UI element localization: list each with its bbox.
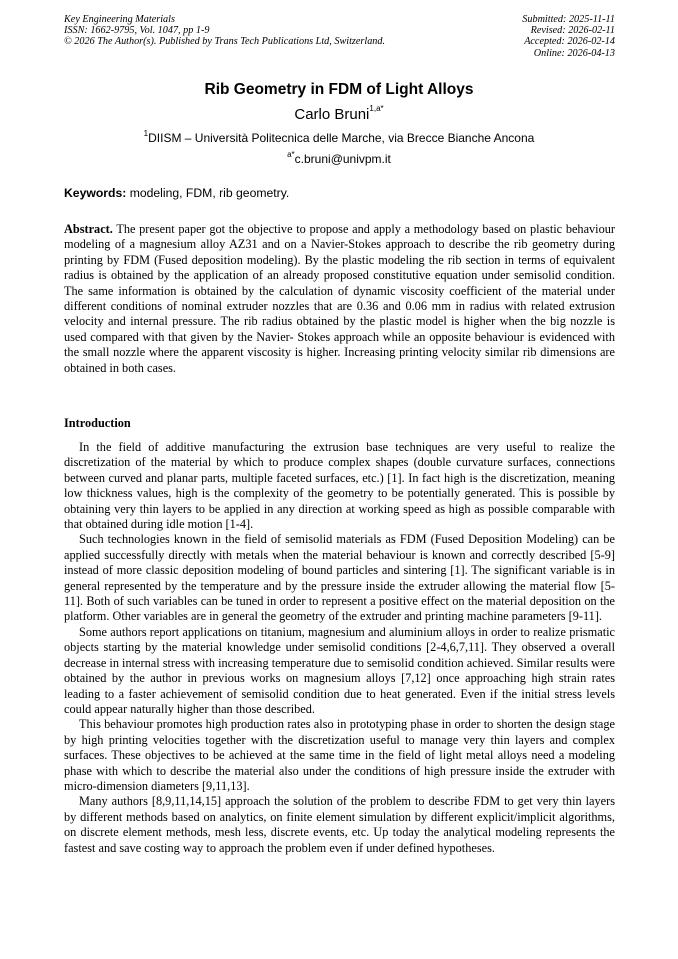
keywords-text: modeling, FDM, rib geometry. [126,186,290,200]
affiliation [0,131,678,145]
abstract-label: Abstract. [64,222,113,236]
accepted-date: Accepted: 2026-02-14 [524,36,615,48]
paragraph: This behaviour promotes high production rates also in prototyping phase in order to shorten the design stage by high printing velocities together with the discretization useful to manage very thin layers and complex surfaces. These objectives to be achieved at the same time in the field of light metal alloys need a modeling phase with which to describe the material also under the conditions of high pressure inside the extruder with micro-dimension diameters [9,11,13]. [64,717,615,793]
author-name: Carlo Bruni [294,106,370,123]
introduction-heading: Introduction [64,416,131,430]
email-address[interactable]: c.bruni@univpm.it [294,152,391,166]
email-mark: a* [287,150,295,159]
revised-date: Revised: 2026-02-11 [530,25,615,37]
author-marks: 1,a* [369,104,384,113]
affiliation-mark: 1 [143,129,149,138]
introduction-body [64,440,615,856]
affiliation-text: DIISM – Università Politecnica delle Marche, via Brecce Bianche Ancona [148,131,535,145]
journal-header-right [522,14,615,59]
abstract-text: The present paper got the objective to propose and apply a methodology based on plastic behaviour modeling of a magnesium alloy AZ31 and on a Navier-Stokes approach to describe the rib geometry during printing by FDM (Fused deposition modeling). By the plastic modeling the rib section in terms of equivalent radius is obtained by the application of an already proposed constitutive equation under semisolid condition. The same information is obtained by the calculation of dynamic viscosity coefficient of the material under different conditions of nominal extruder nozzles that are 0.36 and 0.06 mm in radius with related extrusion velocity and internal pressure. The rib radius obtained by the plastic model is higher when the big nozzle is used compared with that given by the Navier- Stokes approach while an opposite behaviour is evidenced with the small nozzle where the apparent viscosity is higher. Increasing printing velocity similar rib dimensions are obtained in both cases. [64,222,615,375]
paragraph: Some authors report applications on titanium, magnesium and aluminium alloys in order to realize prismatic objects starting by the material knowledge under semisolid conditions [2-4,6,7,11]. They observed a overall decrease in internal stress with increasing temperature due to semisolid condition achieved. Similar results were obtained by the author in previous works on magnesium alloys [7,12] once approaching high strain rates leading to a faster achievement of semisolid condition due to heat generated. Even if the initial stress levels could appear naturally higher than those described. [64,624,615,716]
online-date: Online: 2026-04-13 [533,47,615,59]
paper-title: Rib Geometry in FDM of Light Alloys [204,81,474,98]
copyright-line: © 2026 The Author(s). Published by Trans Tech Publications Ltd, Switzerland. [64,36,386,48]
abstract [64,222,615,376]
keywords-label: Keywords: [64,186,127,200]
journal-name: Key Engineering Materials [64,14,175,25]
keywords [64,186,289,200]
email-line [0,152,678,166]
paragraph: Many authors [8,9,11,14,15] approach the solution of the problem to describe FDM to get very thin layers by different methods based on analytics, on finite element simulation by different explicit/implicit algorithms, on discrete element methods, mesh less, discrete events, etc. Up today the analytical modeling represents the fastest and save costing way to approach the problem even if under defined hypotheses. [64,794,615,855]
issn-line: ISSN: 1662-9795, Vol. 1047, pp 1-9 [64,25,210,37]
journal-header-left [64,14,385,48]
paragraph: Such technologies known in the field of semisolid materials as FDM (Fused Deposition Modeling) can be applied successfully directly with metals when the material behaviour is known and correctly described [5-9] instead of more classic deposition modeling of bound particles and sintering [1]. The significant variable is in general represented by the temperature and by the pressure inside the extruder allowing the material flow [5-11]. Both of such variables can be tuned in order to represent a positive effect on the material deposition on the platform. Other variables are in general the geometry of the extruder and printing machine parameters [9-11]. [64,532,615,624]
submitted-date: Submitted: 2025-11-11 [522,14,615,25]
paragraph: In the field of additive manufacturing the extrusion base techniques are very useful to realize the discretization of the material by which to produce complex shapes (double curvature surfaces, connections between curved and planar parts, multiple faceted surfaces, etc.) [1]. In fact high is the discretization, meaning low thickness values, high is the complexity of the geometry to be potentially generated. This is possible by obtaining very thin layers to be applied in any direction at working speed as high as possible comparable with that obtained during idle motion [1-4]. [64,440,615,532]
author-line [0,106,678,123]
